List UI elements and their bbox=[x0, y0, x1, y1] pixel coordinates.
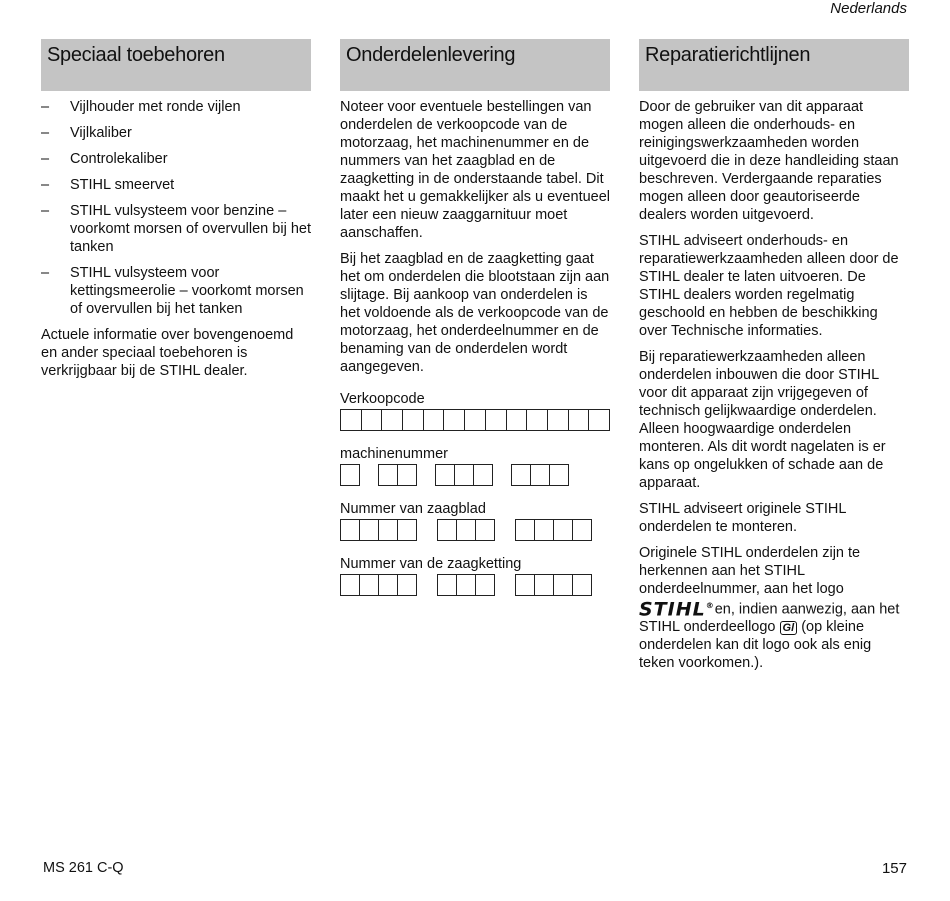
model-footer: MS 261 C-Q bbox=[43, 860, 124, 876]
box-group bbox=[340, 409, 610, 431]
digit-box[interactable] bbox=[554, 520, 573, 540]
digit-box[interactable] bbox=[531, 465, 550, 485]
dash-bullet: – bbox=[41, 99, 50, 115]
registered-mark: ® bbox=[705, 601, 715, 610]
box-group bbox=[437, 574, 495, 596]
repair-paragraph-4: STIHL adviseert originele STIHL onderdelen te monteren. bbox=[639, 501, 846, 535]
column-repair-guidelines bbox=[639, 39, 909, 680]
digit-box[interactable] bbox=[341, 465, 359, 485]
repair-paragraph-5-part-b: en, indien aanwezig, aan het STIHL onderdeellogo bbox=[639, 601, 900, 636]
stihl-logo bbox=[639, 598, 715, 621]
field-label: machinenummer bbox=[340, 446, 448, 462]
accessory-info-paragraph: Actuele informatie over bovengenoemd en ander speciaal toebehoren is verkrijgbaar bij de STIHL dealer. bbox=[41, 327, 294, 379]
list-item-text: STIHL smeervet bbox=[70, 177, 175, 193]
digit-box[interactable] bbox=[535, 520, 554, 540]
digit-box[interactable] bbox=[476, 520, 494, 540]
digit-box[interactable] bbox=[550, 465, 568, 485]
digit-box[interactable] bbox=[362, 410, 383, 430]
digit-box[interactable] bbox=[507, 410, 528, 430]
repair-paragraph-2: STIHL adviseert onderhouds- en reparatiewerkzaamheden alleen door de STIHL dealer te laten uitvoeren. De STIHL dealers worden regelmatig geschoold en hebben de beschikking over Technische informaties. bbox=[639, 233, 899, 339]
list-item-text: Controlekaliber bbox=[70, 151, 168, 167]
section-body-special-accessories bbox=[41, 98, 311, 380]
dash-bullet: – bbox=[41, 265, 50, 281]
digit-box[interactable] bbox=[457, 520, 476, 540]
parts-paragraph-2: Bij het zaagblad en de zaagketting gaat het om onderdelen die blootstaan zijn aan slijtage. Bij aankoop van onderdelen is het voldoende als de verkoopcode van de motorzaag, het onderdeelnummer en de benaming van de onderdelen wordt aangegeven. bbox=[340, 251, 610, 375]
repair-paragraph-5-part-c: (op kleine onderdelen kan dit logo ook als enig teken voorkomen.). bbox=[639, 619, 872, 672]
stihl-logo-text: STIHL bbox=[639, 598, 706, 621]
dash-bullet: – bbox=[41, 177, 50, 193]
box-group bbox=[437, 519, 495, 541]
language-label: Nederlands bbox=[830, 0, 907, 17]
box-group bbox=[515, 519, 592, 541]
number-entry-boxes bbox=[340, 464, 610, 486]
accessory-list bbox=[41, 98, 311, 318]
digit-box[interactable] bbox=[398, 465, 416, 485]
digit-box[interactable] bbox=[438, 520, 457, 540]
digit-box[interactable] bbox=[379, 465, 398, 485]
number-entry-boxes bbox=[340, 574, 610, 596]
list-item bbox=[41, 264, 311, 318]
list-item bbox=[41, 98, 311, 116]
list-item-text: STIHL vulsysteem voor benzine – voorkomt morsen of overvullen bij het tanken bbox=[70, 203, 311, 255]
digit-box[interactable] bbox=[512, 465, 531, 485]
repair-paragraph-3: Bij reparatiewerkzaamheden alleen onderdelen inbouwen die door STIHL voor dit apparaat zijn vrijgegeven of technisch gelijkwaardige onderdelen. Alleen hoogwaardige onderdelen monteren. Als dit wordt nagelaten is er kans op ongelukken of schade aan de apparaat. bbox=[639, 349, 886, 491]
digit-box[interactable] bbox=[548, 410, 569, 430]
box-group bbox=[378, 464, 417, 486]
digit-box[interactable] bbox=[398, 575, 416, 595]
repair-paragraph-5 bbox=[639, 544, 909, 672]
digit-box[interactable] bbox=[424, 410, 445, 430]
column-special-accessories bbox=[41, 39, 311, 388]
digit-box[interactable] bbox=[486, 410, 507, 430]
number-entry-boxes bbox=[340, 519, 610, 541]
digit-box[interactable] bbox=[554, 575, 573, 595]
digit-box[interactable] bbox=[474, 465, 492, 485]
dash-bullet: – bbox=[41, 151, 50, 167]
box-group bbox=[511, 464, 569, 486]
box-group bbox=[340, 464, 360, 486]
list-item-text: STIHL vulsysteem voor kettingsmeerolie – voorkomt morsen of overvullen bij het tanken bbox=[70, 265, 304, 317]
number-entry-boxes bbox=[340, 409, 610, 431]
digit-box[interactable] bbox=[341, 410, 362, 430]
digit-box[interactable] bbox=[457, 575, 476, 595]
section-body-repair-guidelines bbox=[639, 98, 909, 672]
digit-box[interactable] bbox=[573, 575, 591, 595]
digit-box[interactable] bbox=[360, 575, 379, 595]
digit-box[interactable] bbox=[444, 410, 465, 430]
digit-box[interactable] bbox=[379, 520, 398, 540]
digit-box[interactable] bbox=[341, 520, 360, 540]
digit-box[interactable] bbox=[398, 520, 416, 540]
digit-box[interactable] bbox=[382, 410, 403, 430]
digit-box[interactable] bbox=[527, 410, 548, 430]
list-item bbox=[41, 176, 311, 194]
dash-bullet: – bbox=[41, 203, 50, 219]
list-item bbox=[41, 150, 311, 168]
parts-number-form bbox=[340, 390, 610, 596]
part-logo-icon bbox=[780, 621, 798, 635]
digit-box[interactable] bbox=[436, 465, 455, 485]
digit-box[interactable] bbox=[516, 575, 535, 595]
digit-box[interactable] bbox=[360, 520, 379, 540]
digit-box[interactable] bbox=[535, 575, 554, 595]
digit-box[interactable] bbox=[516, 520, 535, 540]
repair-paragraph-1: Door de gebruiker van dit apparaat mogen alleen die onderhouds- en reinigingswerkzaamheden worden uitgevoerd die in deze handleiding staan beschreven. Verdergaande reparaties mogen alleen door geautoriseerde dealers worden uitgevoerd. bbox=[639, 99, 899, 223]
box-group bbox=[515, 574, 592, 596]
part-logo-text: Gl bbox=[782, 622, 795, 635]
digit-box[interactable] bbox=[569, 410, 590, 430]
dash-bullet: – bbox=[41, 125, 50, 141]
digit-box[interactable] bbox=[465, 410, 486, 430]
box-group bbox=[340, 519, 417, 541]
repair-paragraph-5-part-a: Originele STIHL onderdelen zijn te herkennen aan het STIHL onderdeelnummer, aan het logo bbox=[639, 545, 861, 597]
digit-box[interactable] bbox=[589, 410, 609, 430]
section-title-repair-guidelines: Reparatierichtlijnen bbox=[639, 39, 909, 91]
field-label: Nummer van de zaagketting bbox=[340, 556, 522, 572]
digit-box[interactable] bbox=[403, 410, 424, 430]
column-parts-supply bbox=[340, 39, 610, 596]
parts-paragraph-1: Noteer voor eventuele bestellingen van onderdelen de verkoopcode van de motorzaag, het machinenummer en de nummers van het zaagblad en de zaagketting in de onderstaande tabel. Dit maakt het u gemakkelijker als u eventueel later een nieuw zaaggarnituur moet aanschaffen. bbox=[340, 99, 611, 241]
digit-box[interactable] bbox=[573, 520, 591, 540]
box-group bbox=[435, 464, 493, 486]
digit-box[interactable] bbox=[455, 465, 474, 485]
list-item-text: Vijlkaliber bbox=[70, 125, 132, 141]
box-group bbox=[340, 574, 417, 596]
list-item-text: Vijlhouder met ronde vijlen bbox=[70, 99, 241, 115]
field-label: Verkoopcode bbox=[340, 391, 425, 407]
page-number: 157 bbox=[881, 860, 907, 877]
field-label: Nummer van zaagblad bbox=[340, 501, 486, 517]
list-item bbox=[41, 202, 311, 256]
list-item bbox=[41, 124, 311, 142]
section-title-parts-supply: Onderdelenlevering bbox=[340, 39, 610, 91]
digit-box[interactable] bbox=[379, 575, 398, 595]
digit-box[interactable] bbox=[341, 575, 360, 595]
section-title-special-accessories: Speciaal toebehoren bbox=[41, 39, 311, 91]
digit-box[interactable] bbox=[438, 575, 457, 595]
section-body-parts-supply bbox=[340, 98, 610, 596]
digit-box[interactable] bbox=[476, 575, 494, 595]
